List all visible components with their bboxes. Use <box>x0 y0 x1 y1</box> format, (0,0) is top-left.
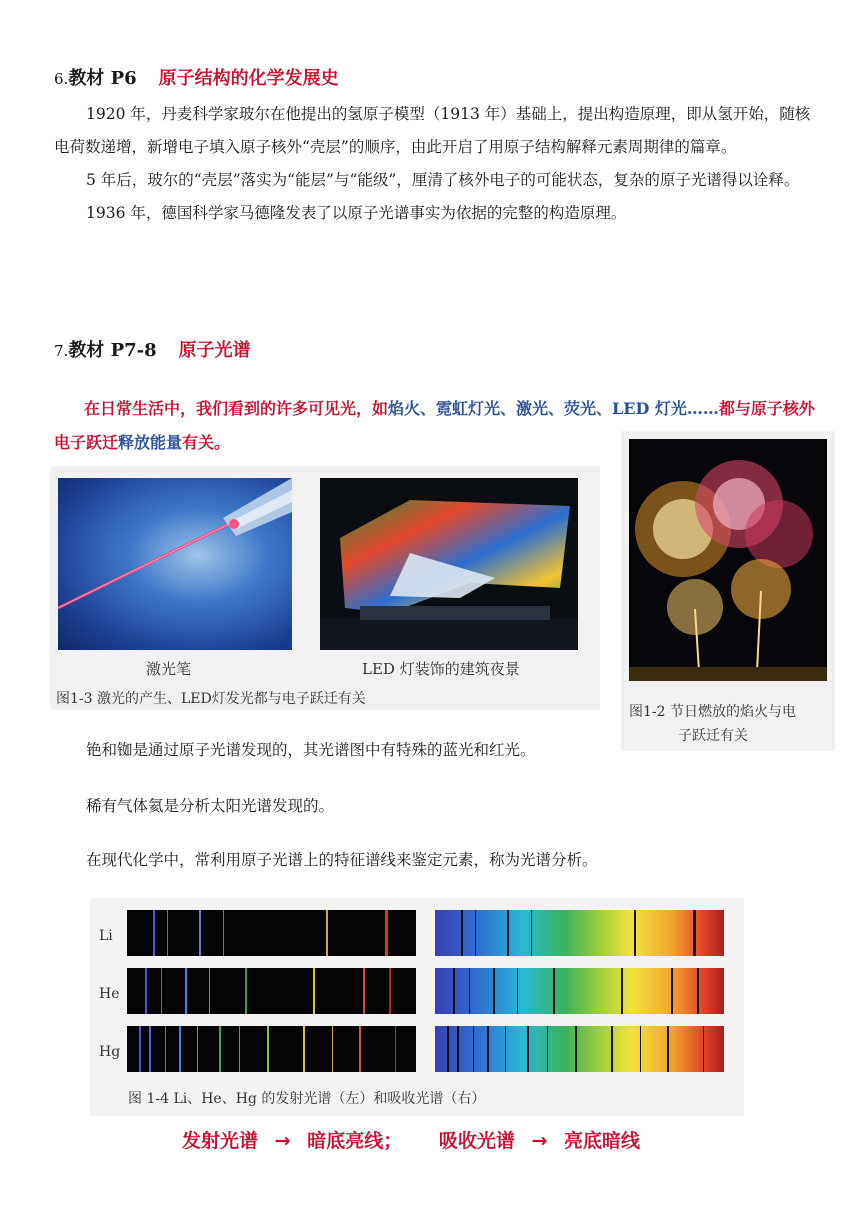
arrow-right-icon: → <box>531 1130 548 1152</box>
hg-absorption-spectrum <box>435 1026 724 1072</box>
emission-label: 发射光谱 <box>182 1130 259 1152</box>
figure-1-3-caption: 图1-3 激光的产生、LED灯发光都与电子跃迁有关 <box>56 691 366 707</box>
emission-description: 暗底亮线； <box>307 1130 403 1152</box>
row-label-li: Li <box>99 928 113 944</box>
figure-1-2-caption-line2: 子跃迁有关 <box>678 728 748 744</box>
paragraph: 1920 年，丹麦科学家玻尔在他提出的氢原子模型（1913 年）基础上，提出构造原理，即从氢开始，随核电荷数递增，新增电子填入原子核外“壳层”的顺序，由此开启了用原子结构解释元素周期律的篇章。 <box>54 105 811 156</box>
section6-title: 教材 P6 <box>68 68 137 89</box>
figure-1-2 <box>621 431 835 751</box>
text-line: 铯和铷是通过原子光谱发现的，其光谱图中有特殊的蓝光和红光。 <box>86 741 536 759</box>
figure-1-4-caption: 图 1-4 Li、He、Hg 的发射光谱（左）和吸收光谱（右） <box>128 1091 486 1107</box>
highlight-part: 在日常生活中，我们看到的许多可见光，如 <box>84 399 389 418</box>
absorption-description: 亮底暗线 <box>564 1130 641 1152</box>
section6-number: 6. <box>54 70 69 88</box>
absorption-label: 吸收光谱 <box>438 1130 515 1152</box>
figure-1-3 <box>50 466 600 710</box>
laser-label: 激光笔 <box>146 660 192 678</box>
li-absorption-spectrum <box>435 910 724 956</box>
text-line: 稀有气体氦是分析太阳光谱发现的。 <box>86 797 335 815</box>
arrow-right-icon: → <box>274 1130 291 1152</box>
paragraph: 5 年后，玻尔的“壳层”落实为“能层”与“能级”，厘清了核外电子的可能状态，复杂的原子光谱得以诠释。 <box>86 171 800 189</box>
laser-pointer-photo <box>58 478 292 650</box>
figure-1-4 <box>90 898 744 1116</box>
paragraph: 1936 年，德国科学家马德隆发表了以原子光谱事实为依据的完整的构造原理。 <box>86 204 627 222</box>
row-label-hg: Hg <box>99 1044 121 1060</box>
li-emission-spectrum <box>127 910 416 956</box>
row-label-he: He <box>99 986 120 1002</box>
section7-heading <box>54 336 251 362</box>
highlight-energy: 释放能量 <box>118 433 183 452</box>
he-emission-spectrum <box>127 968 416 1014</box>
led-label: LED 灯装饰的建筑夜景 <box>362 660 520 678</box>
fireworks-photo <box>629 439 827 681</box>
highlight-examples: 焰火、霓虹灯光、激光、荧光、LED 灯光…… <box>388 399 719 418</box>
section6-subtitle: 原子结构的化学发展史 <box>158 68 339 89</box>
led-building-photo <box>320 478 578 650</box>
figure-1-2-caption-line1: 图1-2 节日燃放的焰火与电 <box>629 704 796 720</box>
section6-body <box>54 98 816 230</box>
section7-title: 教材 P7-8 <box>68 340 157 361</box>
text-line: 在现代化学中，常利用原子光谱上的特征谱线来鉴定元素，称为光谱分析。 <box>86 851 598 869</box>
spectrum-summary <box>182 1126 640 1153</box>
section6-heading <box>54 64 339 90</box>
hg-emission-spectrum <box>127 1026 416 1072</box>
section7-number: 7. <box>54 342 69 360</box>
section7-subtitle: 原子光谱 <box>178 340 251 361</box>
he-absorption-spectrum <box>435 968 724 1014</box>
highlight-part: 都与原子核外电子跃迁 <box>54 399 815 452</box>
highlight-part: 有关。 <box>182 433 231 452</box>
